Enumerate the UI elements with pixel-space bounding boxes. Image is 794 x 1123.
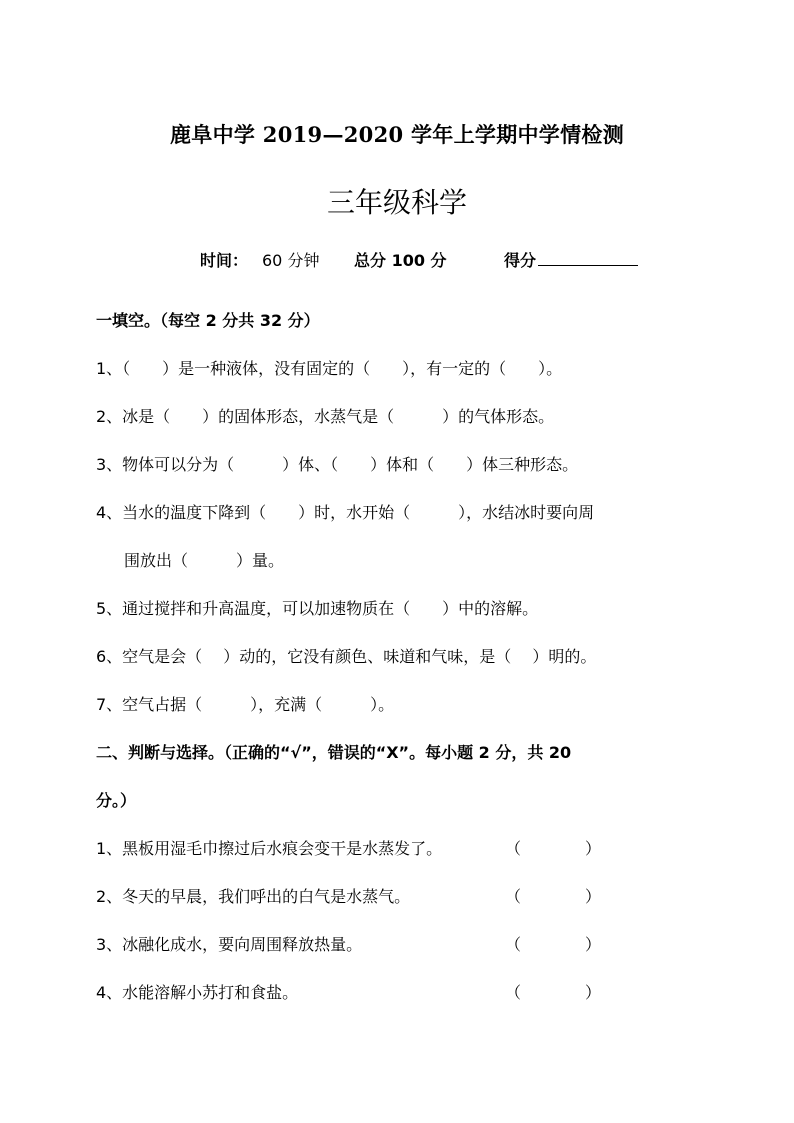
judge-question-1 [96,838,442,860]
score-blank-line[interactable] [538,248,638,266]
judge-question-4 [96,982,298,1004]
exam-subtitle: 三年级科学 [326,186,467,219]
judge-question-2 [96,886,410,908]
fill-question-2: 2、冰是（ ）的固体形态，水蒸气是（ ）的气体形态。 [96,407,555,426]
judge-question-text: 3、冰融化成水，要向周围释放热量。 [96,935,363,954]
time-value: 60 分钟 [262,251,320,270]
judge-answer-4[interactable]: （ ） [505,983,602,1002]
judge-answer-3[interactable]: （ ） [505,935,602,954]
judge-question-text: 1、黑板用湿毛巾擦过后水痕会变干是水蒸发了。 [96,839,443,858]
fill-question-7: 7、空气占据（ ），充满（ ）。 [96,695,395,714]
judge-answer-1[interactable]: （ ） [505,839,602,858]
fill-question-5: 5、通过搅拌和升高温度，可以加速物质在（ ）中的溶解。 [96,599,539,618]
judge-question-text: 4、水能溶解小苏打和食盐。 [96,983,299,1002]
fill-question-1: 1、（ ）是一种液体，没有固定的（ ），有一定的（ ）。 [96,359,563,378]
time-label: 时间： [200,251,249,270]
exam-meta [0,248,794,272]
judge-answer-2[interactable]: （ ） [505,887,602,906]
section2-heading-cont: 分。） [96,791,137,810]
fill-question-6: 6、空气是会（ ）动的，它没有颜色、味道和气味，是（ ）明的。 [96,647,597,666]
judge-question-text: 2、冬天的早晨，我们呼出的白气是水蒸气。 [96,887,411,906]
fill-question-4-cont: 围放出（ ）量。 [124,551,285,570]
fill-question-3: 3、物体可以分为（ ）体、（ ）体和（ ）体三种形态。 [96,455,579,474]
section2-heading: 二、判断与选择。（正确的“√”，错误的“X”。每小题 2 分，共 20 [96,743,572,762]
fill-question-4: 4、当水的温度下降到（ ）时，水开始（ ），水结冰时要向周 [96,503,595,522]
score-label: 得分 [504,251,537,270]
total-score-label: 总分 100 分 [354,251,447,270]
section1-heading: 一填空。（每空 2 分共 32 分） [96,311,320,330]
exam-title: 鹿阜中学 2019—2020 学年上学期中学情检测 [169,122,624,147]
judge-question-3 [96,934,362,956]
score-field[interactable] [504,248,536,271]
